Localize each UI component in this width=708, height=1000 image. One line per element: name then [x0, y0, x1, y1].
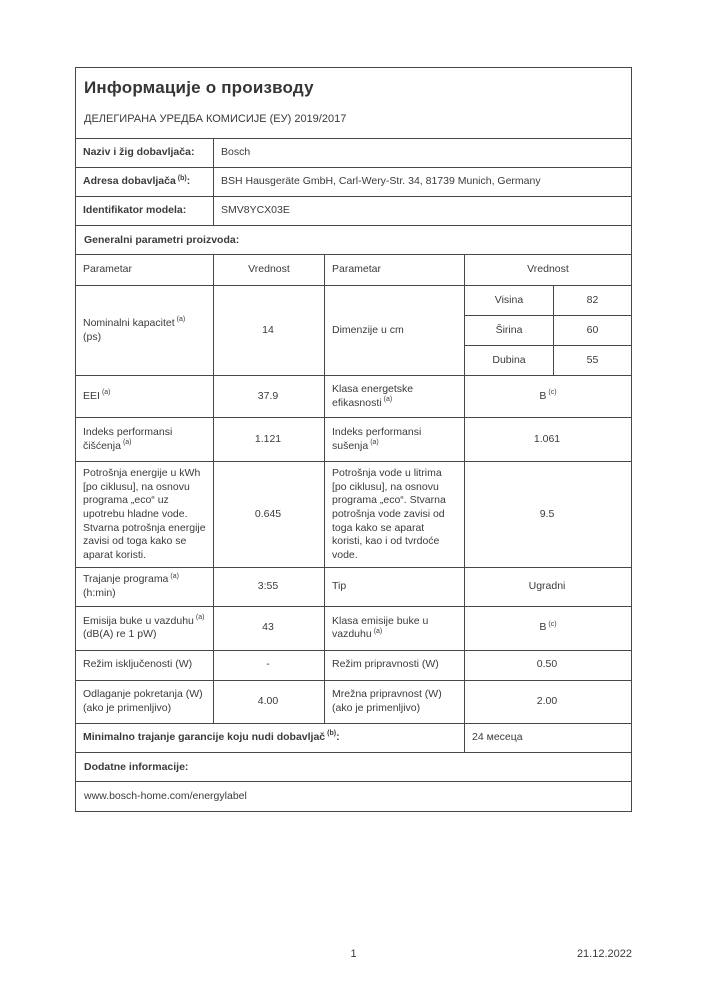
- page-footer: [75, 948, 632, 964]
- value-cell: 4.00: [213, 681, 324, 723]
- dimension-row: [465, 345, 631, 375]
- field-label: Adresa dobavljača $^{(b)}$:: [83, 174, 191, 188]
- footnote-ref: (a): [176, 316, 186, 324]
- table-row: [76, 285, 631, 375]
- parameter-cell: Odlaganje pokretanja (W) (ako je primenljivo): [83, 688, 203, 714]
- dimension-label: Širina: [495, 323, 523, 336]
- parameter-cell: Trajanje programa $^{(a)}$ (h:min): [83, 572, 179, 600]
- value-cell: 9.5: [464, 462, 631, 567]
- guarantee-label: Minimalno trajanje garancije koju nudi dobavljač $^{(b)}$:: [83, 730, 340, 743]
- general-parameters-section-title: Generalni parametri proizvoda:: [76, 225, 631, 254]
- parameter-cell: Emisija buke u vazduhu $^{(a)}$ (dB(A) re 1 pW): [83, 614, 205, 641]
- table-row: [76, 417, 631, 461]
- value-cell: -: [213, 651, 324, 680]
- supplier-address-row: [76, 167, 631, 196]
- table-row: [76, 650, 631, 680]
- dimension-label: Dubina: [492, 353, 526, 366]
- parameter-cell: Klasa energetske efikasnosti $^{(a)}$: [324, 376, 464, 417]
- value-cell: 14: [213, 286, 324, 375]
- column-header: Vrednost: [213, 255, 324, 285]
- parameter-cell: Indeks performansi čišćenja $^{(a)}$: [83, 425, 173, 452]
- footnote-ref: (c): [548, 389, 557, 397]
- value-cell: 1.121: [213, 418, 324, 461]
- footnote-ref: (a): [370, 439, 379, 446]
- document-header: [76, 68, 631, 138]
- table-row: [76, 375, 631, 417]
- parameter-cell: Režim pripravnosti (W): [324, 651, 464, 680]
- product-info-document: [75, 67, 632, 812]
- guarantee-value: 24 месеца: [464, 724, 631, 752]
- parameter-cell: Režim isključenosti (W): [83, 658, 193, 671]
- field-value: Bosch: [213, 139, 631, 167]
- guarantee-row: [76, 723, 631, 752]
- table-row: [76, 606, 631, 650]
- value-cell: B $^{(c)}$: [464, 376, 631, 417]
- table-row: [76, 461, 631, 567]
- dimension-row: [465, 315, 631, 345]
- column-header: Parametar: [83, 263, 133, 276]
- footnote-ref: (a): [122, 439, 132, 446]
- document-date: 21.12.2022: [576, 948, 632, 960]
- table-row: [76, 567, 631, 605]
- parameter-cell: Potrošnja vode u litrima [po ciklusu], na osnovu programa „eco“. Stvarna potrošnja vode zavisi od toga kako se aparat koristi, kao i od tvrdoće vode.: [324, 462, 464, 567]
- value-cell: 0.645: [213, 462, 324, 567]
- value-cell: 43: [213, 607, 324, 650]
- value-cell: 37.9: [213, 376, 324, 417]
- dimension-label: Visina: [494, 293, 524, 306]
- footnote-ref: (a): [170, 572, 179, 580]
- field-label: Naziv i žig dobavljača:: [83, 146, 195, 159]
- footnote-ref: (a): [195, 614, 205, 622]
- column-header: Vrednost: [464, 255, 631, 285]
- parameter-cell: Mrežna pripravnost (W) (ako je primenljivo): [324, 681, 464, 723]
- dimension-row: [465, 286, 631, 315]
- dimension-value: 82: [553, 286, 631, 315]
- value-cell: 3:55: [213, 568, 324, 605]
- model-identifier-row: [76, 196, 631, 225]
- dimension-value: 55: [553, 346, 631, 375]
- value-cell: 1.061: [464, 418, 631, 461]
- dimension-value: 60: [553, 316, 631, 345]
- parameter-cell: EEI $^{(a)}$: [83, 389, 111, 402]
- value-cell: 2.00: [464, 681, 631, 723]
- footnote-ref: (a): [383, 396, 393, 403]
- parameter-cell: Potrošnja energije u kWh [po ciklusu], na osnovu programa „eco“ uz upotrebu hladne vode. Stvarna potrošnja energije zavisi od toga kako se aparat koristi.: [83, 467, 206, 561]
- supplier-name-row: [76, 138, 631, 167]
- energy-label-url: www.bosch-home.com/energylabel: [76, 781, 631, 811]
- value-cell: 0.50: [464, 651, 631, 680]
- additional-info-section-title: Dodatne informacije:: [76, 752, 631, 781]
- parameter-cell: Klasa emisije buke u vazduhu $^{(a)}$: [324, 607, 464, 650]
- value-cell: B $^{(c)}$: [464, 607, 631, 650]
- footnote-ref: (a): [373, 627, 383, 635]
- footnote-ref: (a): [101, 389, 111, 397]
- parameter-cell: Dimenzije u cm: [324, 286, 464, 375]
- parameter-cell: Nominalni kapacitet $^{(a)}$ (ps): [83, 316, 186, 343]
- field-value: BSH Hausgeräte GmbH, Carl-Wery-Str. 34, 81739 Munich, Germany: [213, 168, 631, 196]
- footnote-ref: (c): [548, 620, 557, 628]
- field-value: SMV8YCX03E: [213, 197, 631, 225]
- page-number: 1: [350, 948, 357, 960]
- regulation-subtitle: ДЕЛЕГИРАНА УРЕДБА КОМИСИЈЕ (ЕУ) 2019/2017: [84, 113, 347, 125]
- parameter-cell: Indeks performansi sušenja $^{(a)}$: [324, 418, 464, 461]
- field-label: Identifikator modela:: [83, 204, 187, 217]
- document-title: Информације о производу: [84, 78, 314, 97]
- table-row: [76, 680, 631, 723]
- dimensions-table: [464, 286, 631, 375]
- value-cell: Ugradni: [464, 568, 631, 605]
- column-header: Parametar: [324, 255, 464, 285]
- footnote-ref: (b): [327, 730, 337, 738]
- table-header-row: [76, 254, 631, 285]
- parameter-cell: Tip: [324, 568, 464, 605]
- footnote-ref: (b): [177, 174, 187, 182]
- general-parameters-table: [76, 254, 631, 723]
